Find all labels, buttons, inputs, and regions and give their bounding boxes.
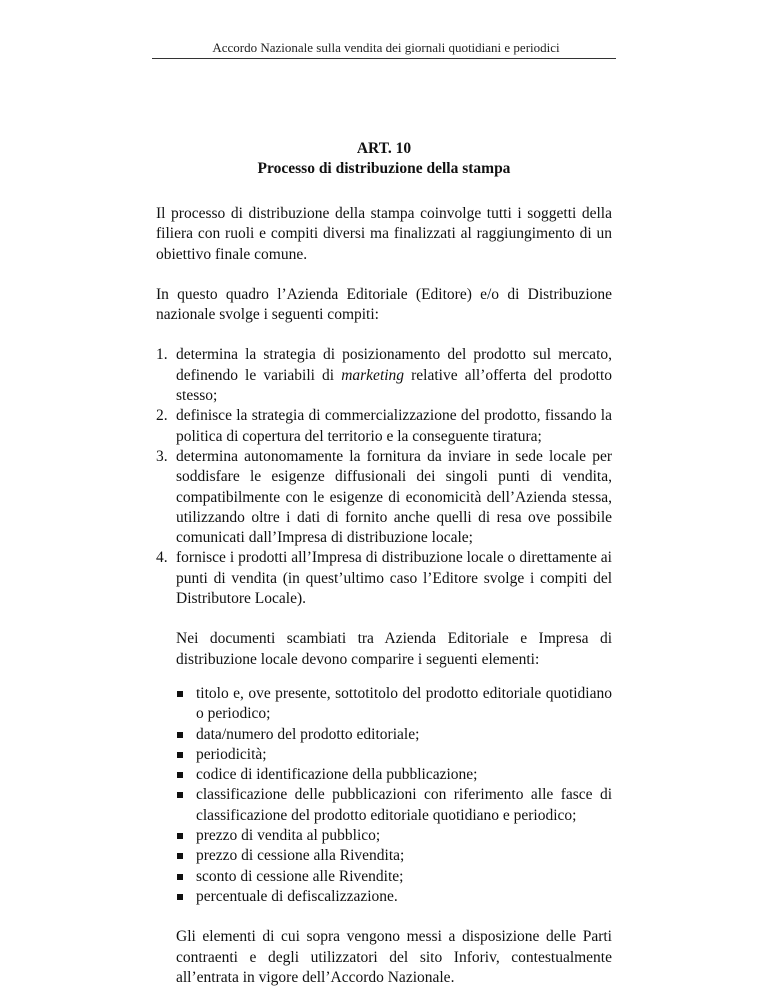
list-item (176, 887, 612, 907)
list-text: definisce la strategia di commercializzazione del prodotto, fissando la politica di copertura del territorio e la conseguente tiratura; (176, 407, 612, 445)
documents-paragraph: Nei documenti scambiati tra Azienda Editoriale e Impresa di distribuzione locale devono comparire i seguenti elementi: (176, 630, 612, 668)
list-text: titolo e, ove presente, sottotitolo del prodotto editoriale quotidiano o periodico; (196, 684, 612, 723)
list-text: percentuale di defiscalizzazione. (196, 887, 398, 905)
list-item (156, 548, 612, 609)
list-text: classificazione delle pubblicazioni con riferimento alle fasce di classificazione del prodotto editoriale quotidiano e periodico; (196, 786, 612, 824)
list-item (176, 745, 612, 765)
list-item (176, 765, 612, 785)
list-text: prezzo di vendita al pubblico; (196, 827, 381, 845)
list-item (176, 846, 612, 866)
list-text-emphasis: marketing (341, 366, 405, 384)
square-bullet-icon (177, 752, 183, 758)
list-item (176, 725, 612, 745)
square-bullet-icon (177, 894, 183, 900)
list-text: periodicità; (196, 745, 267, 763)
list-item (176, 785, 612, 826)
square-bullet-icon (177, 792, 183, 798)
tasks-list (156, 345, 612, 609)
list-text: relative all’offerta del prodotto stesso; (176, 366, 612, 405)
list-item (156, 406, 612, 447)
article-body (156, 204, 612, 988)
square-bullet-icon (177, 874, 183, 880)
list-text: sconto di cessione alle Rivendite; (196, 867, 404, 885)
square-bullet-icon (177, 772, 183, 778)
list-item (176, 826, 612, 846)
list-text: fornisce i prodotti all’Impresa di distribuzione locale o direttamente ai punti di vendita (in quest’ultimo caso l’Editore svolge i compiti del Distributore Locale). (176, 549, 612, 608)
list-number: 1. (156, 346, 168, 364)
header-rule (152, 58, 616, 59)
article-number: ART. 10 (356, 140, 412, 157)
square-bullet-icon (177, 853, 183, 859)
list-text: data/numero del prodotto editoriale; (196, 725, 420, 743)
list-item (156, 345, 612, 406)
article-title: Processo di distribuzione della stampa (257, 160, 511, 177)
list-number: 4. (156, 549, 168, 567)
context-paragraph: In questo quadro l’Azienda Editoriale (Editore) e/o di Distribuzione nazionale svolge i seguenti compiti: (156, 285, 612, 324)
elements-list (176, 684, 612, 907)
list-item (176, 684, 612, 725)
list-text: codice di identificazione della pubblicazione; (196, 766, 478, 784)
article-heading (156, 139, 612, 179)
list-item (176, 867, 612, 887)
list-item (156, 447, 612, 548)
list-number: 3. (156, 447, 168, 465)
square-bullet-icon (177, 732, 183, 738)
list-text: prezzo di cessione alla Rivendita; (196, 847, 405, 865)
running-header: Accordo Nazionale sulla vendita dei giornali quotidiani e periodici (212, 40, 560, 55)
list-text: determina autonomamente la fornitura da inviare in sede locale per soddisfare le esigenze diffusionali dei singoli punti di vendita, compatibilmente con le esigenze di economicità dell’Azienda stessa, utilizzando oltre i dati di fornito anche quelli di resa ove possibile comunicati dall’Impresa di distribuzione locale; (176, 447, 612, 547)
list-number: 2. (156, 407, 168, 425)
square-bullet-icon (177, 833, 183, 839)
closing-paragraph: Gli elementi di cui sopra vengono messi a disposizione delle Parti contraenti e degli utilizzatori del sito Inforiv, contestualmente all’entrata in vigore dell’Accordo Nazionale. (176, 928, 612, 986)
square-bullet-icon (177, 691, 183, 697)
list-text: determina la strategia di posizionamento del prodotto sul mercato, definendo le variabili di (176, 346, 612, 384)
documents-section (156, 629, 612, 988)
intro-paragraph: Il processo di distribuzione della stampa coinvolge tutti i soggetti della filiera con ruoli e compiti diversi ma finalizzati al raggiungimento di un obiettivo finale comune. (156, 205, 612, 263)
